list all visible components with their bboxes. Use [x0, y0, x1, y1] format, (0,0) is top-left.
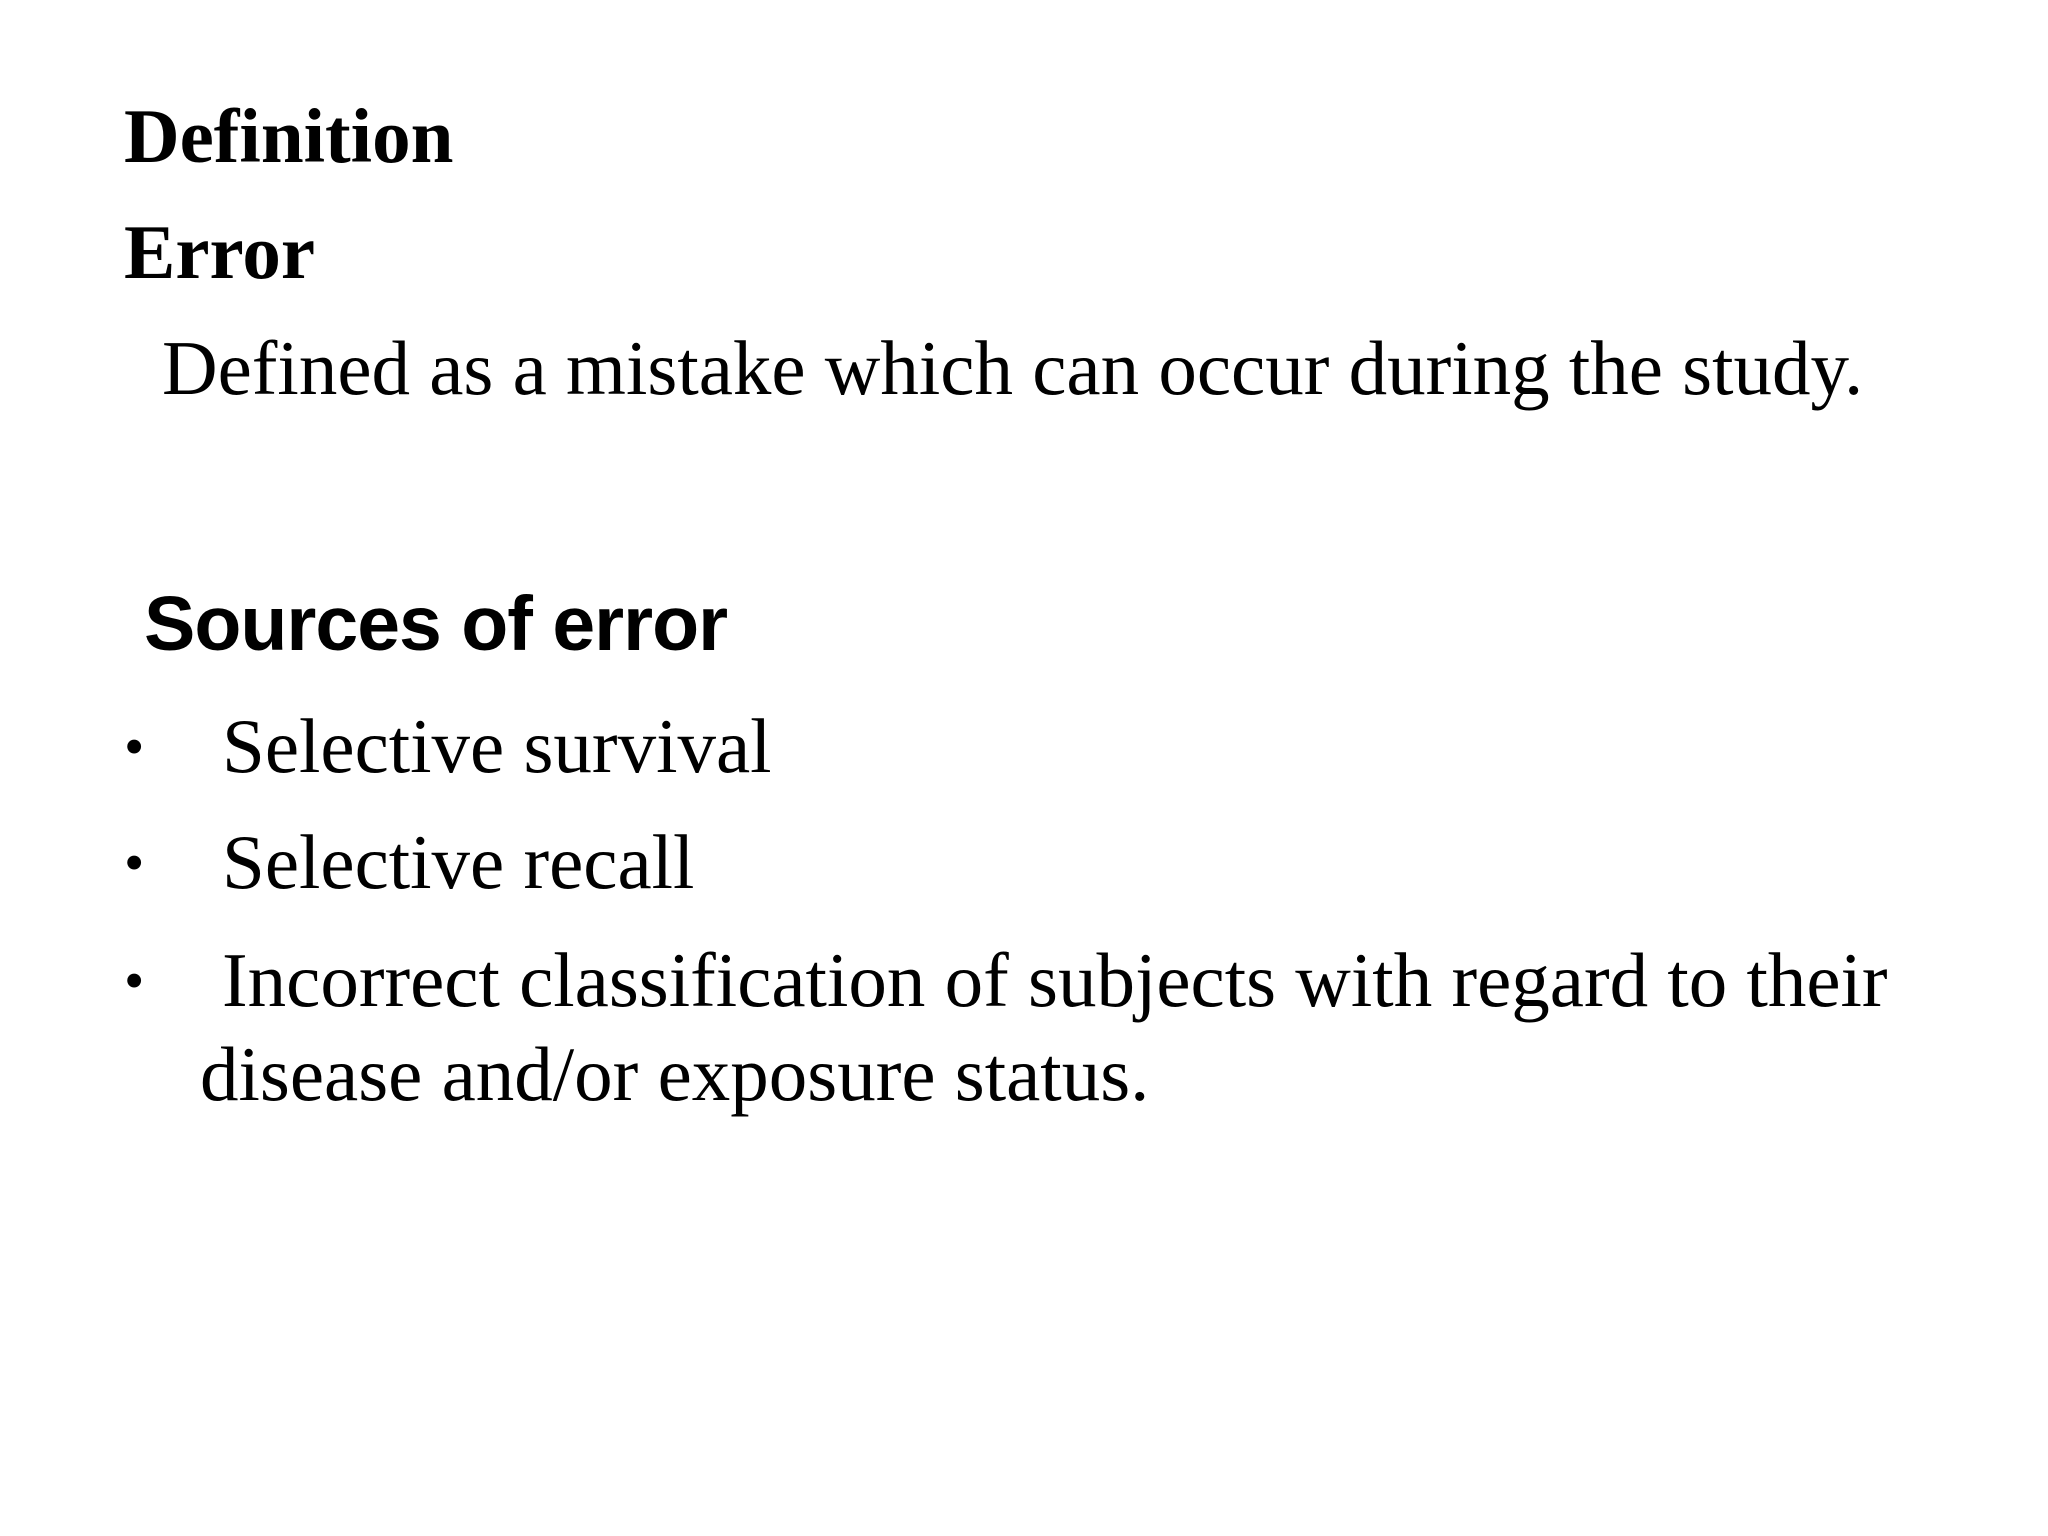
bullet-icon: • [124, 714, 145, 779]
error-definition-text: Defined as a mistake which can occur during the study. [162, 325, 1864, 411]
bullet-icon: • [124, 948, 145, 1013]
list-item-text: Incorrect classification of subjects with regard to their [222, 937, 1888, 1023]
sources-of-error-heading: Sources of error [144, 581, 728, 667]
bullet-icon: • [124, 830, 145, 895]
list-item-continuation-text: disease and/or exposure status. [200, 1031, 1150, 1117]
error-heading: Error [124, 209, 315, 295]
definition-heading: Definition [124, 93, 454, 179]
list-item-text: Selective recall [222, 819, 695, 905]
list-item-text: Selective survival [222, 703, 772, 789]
